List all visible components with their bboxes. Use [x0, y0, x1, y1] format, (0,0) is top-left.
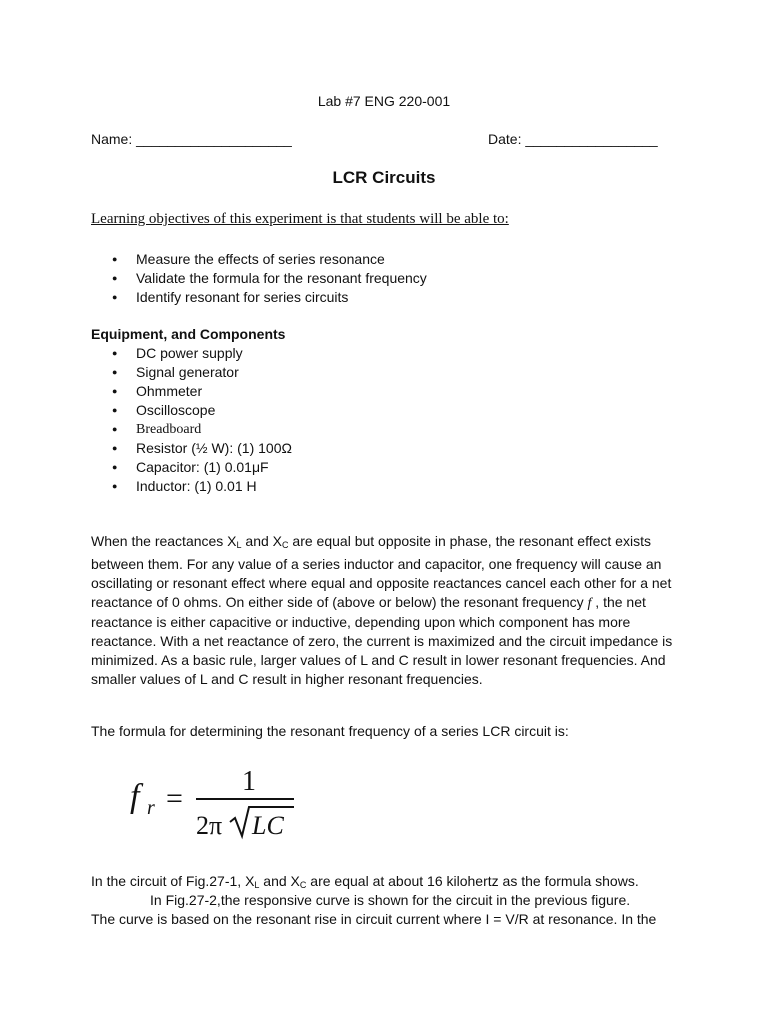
resonant-frequency-formula: [128, 762, 328, 842]
list-item: ● Measure the effects of series resonance: [112, 250, 427, 269]
subscript: C: [299, 880, 307, 890]
list-item: ● Capacitor: (1) 0.01μF: [112, 458, 292, 477]
list-item: ● Signal generator: [112, 363, 292, 382]
text-run: When the reactances X: [91, 533, 237, 549]
list-item: ● Identify resonant for series circuits: [112, 288, 427, 307]
list-item: ● Ohmmeter: [112, 382, 292, 401]
list-item: ● Validate the formula for the resonant frequency: [112, 269, 427, 288]
date-field-label: Date: _________________: [488, 131, 658, 147]
subscript: C: [282, 540, 289, 550]
resonance-paragraph: [91, 532, 681, 689]
text-run: are equal but opposite in phase, the resonant effect exists between them. For any value of a series inductor and capacitor, one frequency will cause an oscillating or resonant effect where equal and opposite reactances cancel each other for a net reactance of 0 ohms. On either side of (above or below) the resonant frequency: [91, 533, 672, 610]
lab-line: Lab #7 ENG 220-001: [317, 93, 451, 109]
fig-27-2-paragraph: In Fig.27-2,the responsive curve is shown for the circuit in the previous figure.: [150, 892, 631, 908]
list-item: ● Oscilloscope: [112, 401, 292, 420]
subscript: L: [236, 540, 242, 550]
subscript: L: [254, 880, 260, 890]
formula-denominator-prefix: 2π: [196, 811, 223, 840]
text-run: and X: [241, 533, 283, 549]
formula-equals: =: [166, 782, 183, 815]
list-item: ● DC power supply: [112, 344, 292, 363]
list-item: ● Breadboard: [112, 420, 292, 439]
equipment-list: [112, 344, 292, 496]
text-run: and X: [259, 873, 300, 889]
objectives-intro: Learning objectives of this experiment is that students will be able to:: [91, 211, 509, 227]
text-run: In the circuit of Fig.27-1, X: [91, 873, 255, 889]
formula-numerator: 1: [242, 766, 256, 797]
resonant-rise-paragraph: The curve is based on the resonant rise in circuit current where I = V/R at resonance. In the: [91, 911, 657, 927]
objectives-list: [112, 250, 427, 307]
text-run: are equal at about 16 kilohertz as the formula shows.: [306, 873, 639, 889]
list-item: ● Inductor: (1) 0.01 H: [112, 477, 292, 496]
equipment-heading: Equipment, and Components: [91, 326, 286, 342]
text-run: , the net reactance is either capacitive or inductive, depending upon which component has more reactance. With a net reactance of zero, the current is maximized and the circuit impedance is minimized. As a basic rule, larger values of L and C result in lower resonant frequencies. And smaller values of L and C result in higher resonant frequencies.: [91, 594, 673, 687]
list-item: ● Resistor (½ W): (1) 100Ω: [112, 439, 292, 458]
formula-denominator-radicand: LC: [252, 811, 284, 840]
page-title: LCR Circuits: [332, 168, 436, 187]
formula-lhs: f: [130, 778, 140, 815]
frequency-symbol: f: [587, 596, 592, 611]
formula-intro: The formula for determining the resonant frequency of a series LCR circuit is:: [91, 723, 569, 739]
name-field-label: Name: ____________________: [91, 131, 292, 147]
formula-lhs-subscript: r: [147, 797, 155, 819]
